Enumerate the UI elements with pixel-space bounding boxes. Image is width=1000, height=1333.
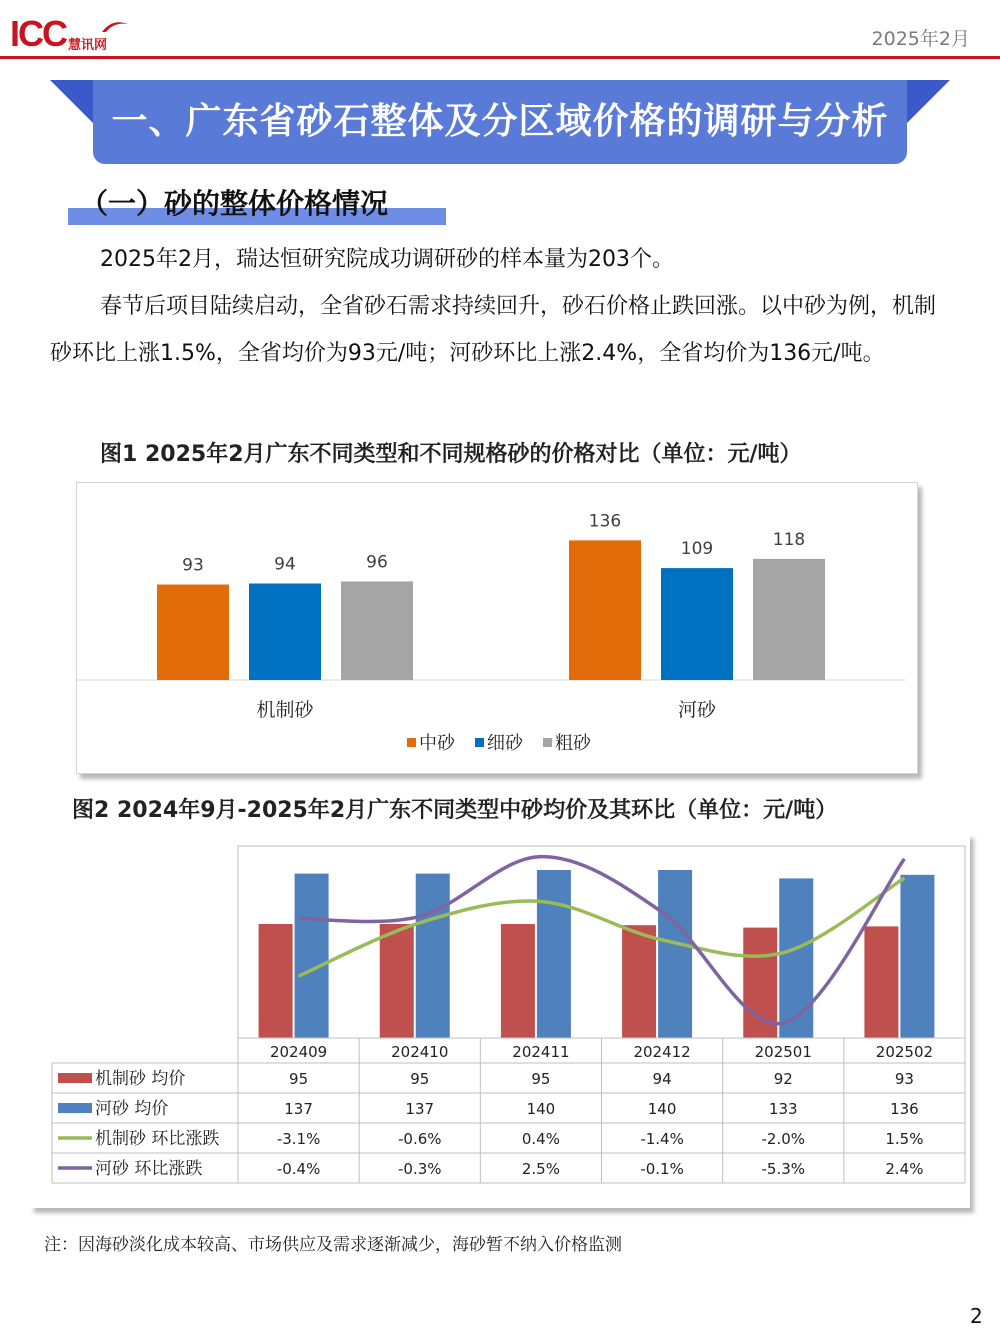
chart2-legend-label: 机制砂 环比涨跌 xyxy=(95,1129,220,1149)
logo-main-text: ICC xyxy=(10,13,66,54)
chart1-data-label: 118 xyxy=(772,529,806,550)
chart1-bar-细砂-河砂 xyxy=(661,568,733,680)
chart2-bar-机制砂 均价-202411 xyxy=(501,924,535,1038)
chart2-category-label: 202502 xyxy=(875,1043,934,1061)
chart1-data-label: 94 xyxy=(274,554,296,575)
chart2-table-value: 92 xyxy=(773,1070,793,1088)
chart2-category-label: 202411 xyxy=(512,1043,570,1061)
chart2-table-value: 136 xyxy=(890,1100,919,1118)
chart2-table-value: -1.4% xyxy=(640,1130,684,1148)
header-divider xyxy=(0,56,1000,59)
chart2-bar-河砂 均价-202501 xyxy=(779,878,813,1038)
chart2-table-value: 133 xyxy=(768,1100,798,1118)
chart1-category-label: 机制砂 xyxy=(256,699,314,721)
chart2-category-label: 202410 xyxy=(391,1043,449,1061)
chart2-table-value: 137 xyxy=(284,1100,313,1118)
chart2-bar-机制砂 均价-202502 xyxy=(864,926,898,1038)
chart2-table-value: 95 xyxy=(531,1070,551,1088)
chart1-legend-swatch xyxy=(407,738,416,747)
chart2-table-value: 140 xyxy=(526,1100,556,1118)
chart1-bar-中砂-机制砂 xyxy=(157,585,229,680)
chart1-data-label: 93 xyxy=(182,555,204,576)
chart2-table-value: -5.3% xyxy=(761,1160,806,1178)
chart2-legend-swatch xyxy=(58,1073,92,1083)
chart1-legend-swatch xyxy=(543,738,552,747)
logo-sub-text: 慧讯网 xyxy=(68,38,108,53)
chart2-table-value: -0.3% xyxy=(397,1160,442,1178)
chart2-bar-河砂 均价-202410 xyxy=(416,874,450,1038)
chart2-table-value: 94 xyxy=(652,1070,672,1088)
chart2-legend-label: 河砂 均价 xyxy=(95,1099,169,1119)
chart1-legend-swatch xyxy=(475,738,484,747)
footnote: 注：因海砂淡化成本较高、市场供应及需求逐渐减少，海砂暂不纳入价格监测 xyxy=(44,1235,622,1255)
chart1-bar-粗砂-机制砂 xyxy=(341,581,413,680)
header-date: 2025年2月 xyxy=(871,28,970,50)
banner-right-fold xyxy=(907,80,950,123)
page-number: 2 xyxy=(970,1304,983,1328)
chart1-legend-label: 粗砂 xyxy=(555,733,591,754)
banner-title: 一、广东省砂石整体及分区域价格的调研与分析 xyxy=(111,101,889,142)
chart1-data-label: 109 xyxy=(680,539,714,560)
chart2-table-value: -0.4% xyxy=(276,1160,321,1178)
chart1-bar-粗砂-河砂 xyxy=(753,559,825,680)
chart2-table-value: 2.4% xyxy=(885,1160,924,1178)
figure1-chart-frame xyxy=(76,482,918,774)
chart2-bar-河砂 均价-202412 xyxy=(658,870,692,1038)
chart2-legend-label: 机制砂 均价 xyxy=(95,1069,186,1089)
chart2-bar-河砂 均价-202411 xyxy=(537,870,571,1038)
subsection-title: （一）砂的整体价格情况 xyxy=(80,187,389,220)
chart2-legend-label: 河砂 环比涨跌 xyxy=(95,1159,203,1179)
chart2-table-value: 140 xyxy=(647,1100,677,1118)
chart2-category-label: 202409 xyxy=(269,1043,328,1061)
chart2-table-value: 137 xyxy=(405,1100,435,1118)
chart2-category-label: 202412 xyxy=(633,1043,691,1061)
paragraph-price-summary: 春节后项目陆续启动，全省砂石需求持续回升，砂石价格止跌回涨。以中砂为例，机制砂环比上涨1.5%，全省均价为93元/吨；河砂环比上涨2.4%，全省均价为136元/吨。 xyxy=(50,294,937,366)
figure2-caption: 图2 2024年9月-2025年2月广东不同类型中砂均价及其环比（单位：元/吨） xyxy=(72,798,838,823)
banner-left-fold xyxy=(50,80,93,123)
chart2-bar-机制砂 均价-202409 xyxy=(259,924,293,1038)
figure2-chart xyxy=(30,833,970,1208)
chart1-bar-中砂-河砂 xyxy=(569,540,641,680)
chart2-table-value: 1.5% xyxy=(885,1130,924,1148)
chart2-bar-河砂 均价-202502 xyxy=(900,875,934,1038)
chart2-table-value: 2.5% xyxy=(521,1160,560,1178)
figure2-chart-frame xyxy=(30,833,970,1208)
chart2-table-value: 93 xyxy=(894,1070,914,1088)
figure1-chart xyxy=(77,483,917,773)
chart2-table-value: -3.1% xyxy=(276,1130,321,1148)
chart2-bar-机制砂 均价-202412 xyxy=(622,925,656,1038)
chart1-legend-label: 中砂 xyxy=(419,733,455,754)
chart2-table-value: 0.4% xyxy=(521,1130,560,1148)
chart2-table-value: -0.1% xyxy=(640,1160,684,1178)
chart1-category-label: 河砂 xyxy=(677,699,717,721)
logo xyxy=(10,13,108,54)
chart2-table-value: -2.0% xyxy=(761,1130,806,1148)
chart2-table-value: 95 xyxy=(289,1070,309,1088)
chart1-data-label: 96 xyxy=(366,552,388,573)
chart2-category-label: 202501 xyxy=(754,1043,812,1061)
chart2-bar-机制砂 均价-202410 xyxy=(380,924,414,1038)
figure1-caption: 图1 2025年2月广东不同类型和不同规格砂的价格对比（单位：元/吨） xyxy=(100,442,802,467)
chart2-legend-swatch xyxy=(58,1103,92,1113)
chart2-table-value: 95 xyxy=(410,1070,430,1088)
chart1-legend-label: 细砂 xyxy=(487,733,523,754)
chart1-bar-细砂-机制砂 xyxy=(249,583,321,680)
chart1-data-label: 136 xyxy=(588,511,622,532)
logo-swoosh-icon xyxy=(100,20,130,34)
chart2-bar-河砂 均价-202409 xyxy=(295,874,329,1038)
chart2-table-value: -0.6% xyxy=(397,1130,442,1148)
paragraph-sample-size: 2025年2月，瑞达恒研究院成功调研砂的样本量为203个。 xyxy=(100,247,674,272)
